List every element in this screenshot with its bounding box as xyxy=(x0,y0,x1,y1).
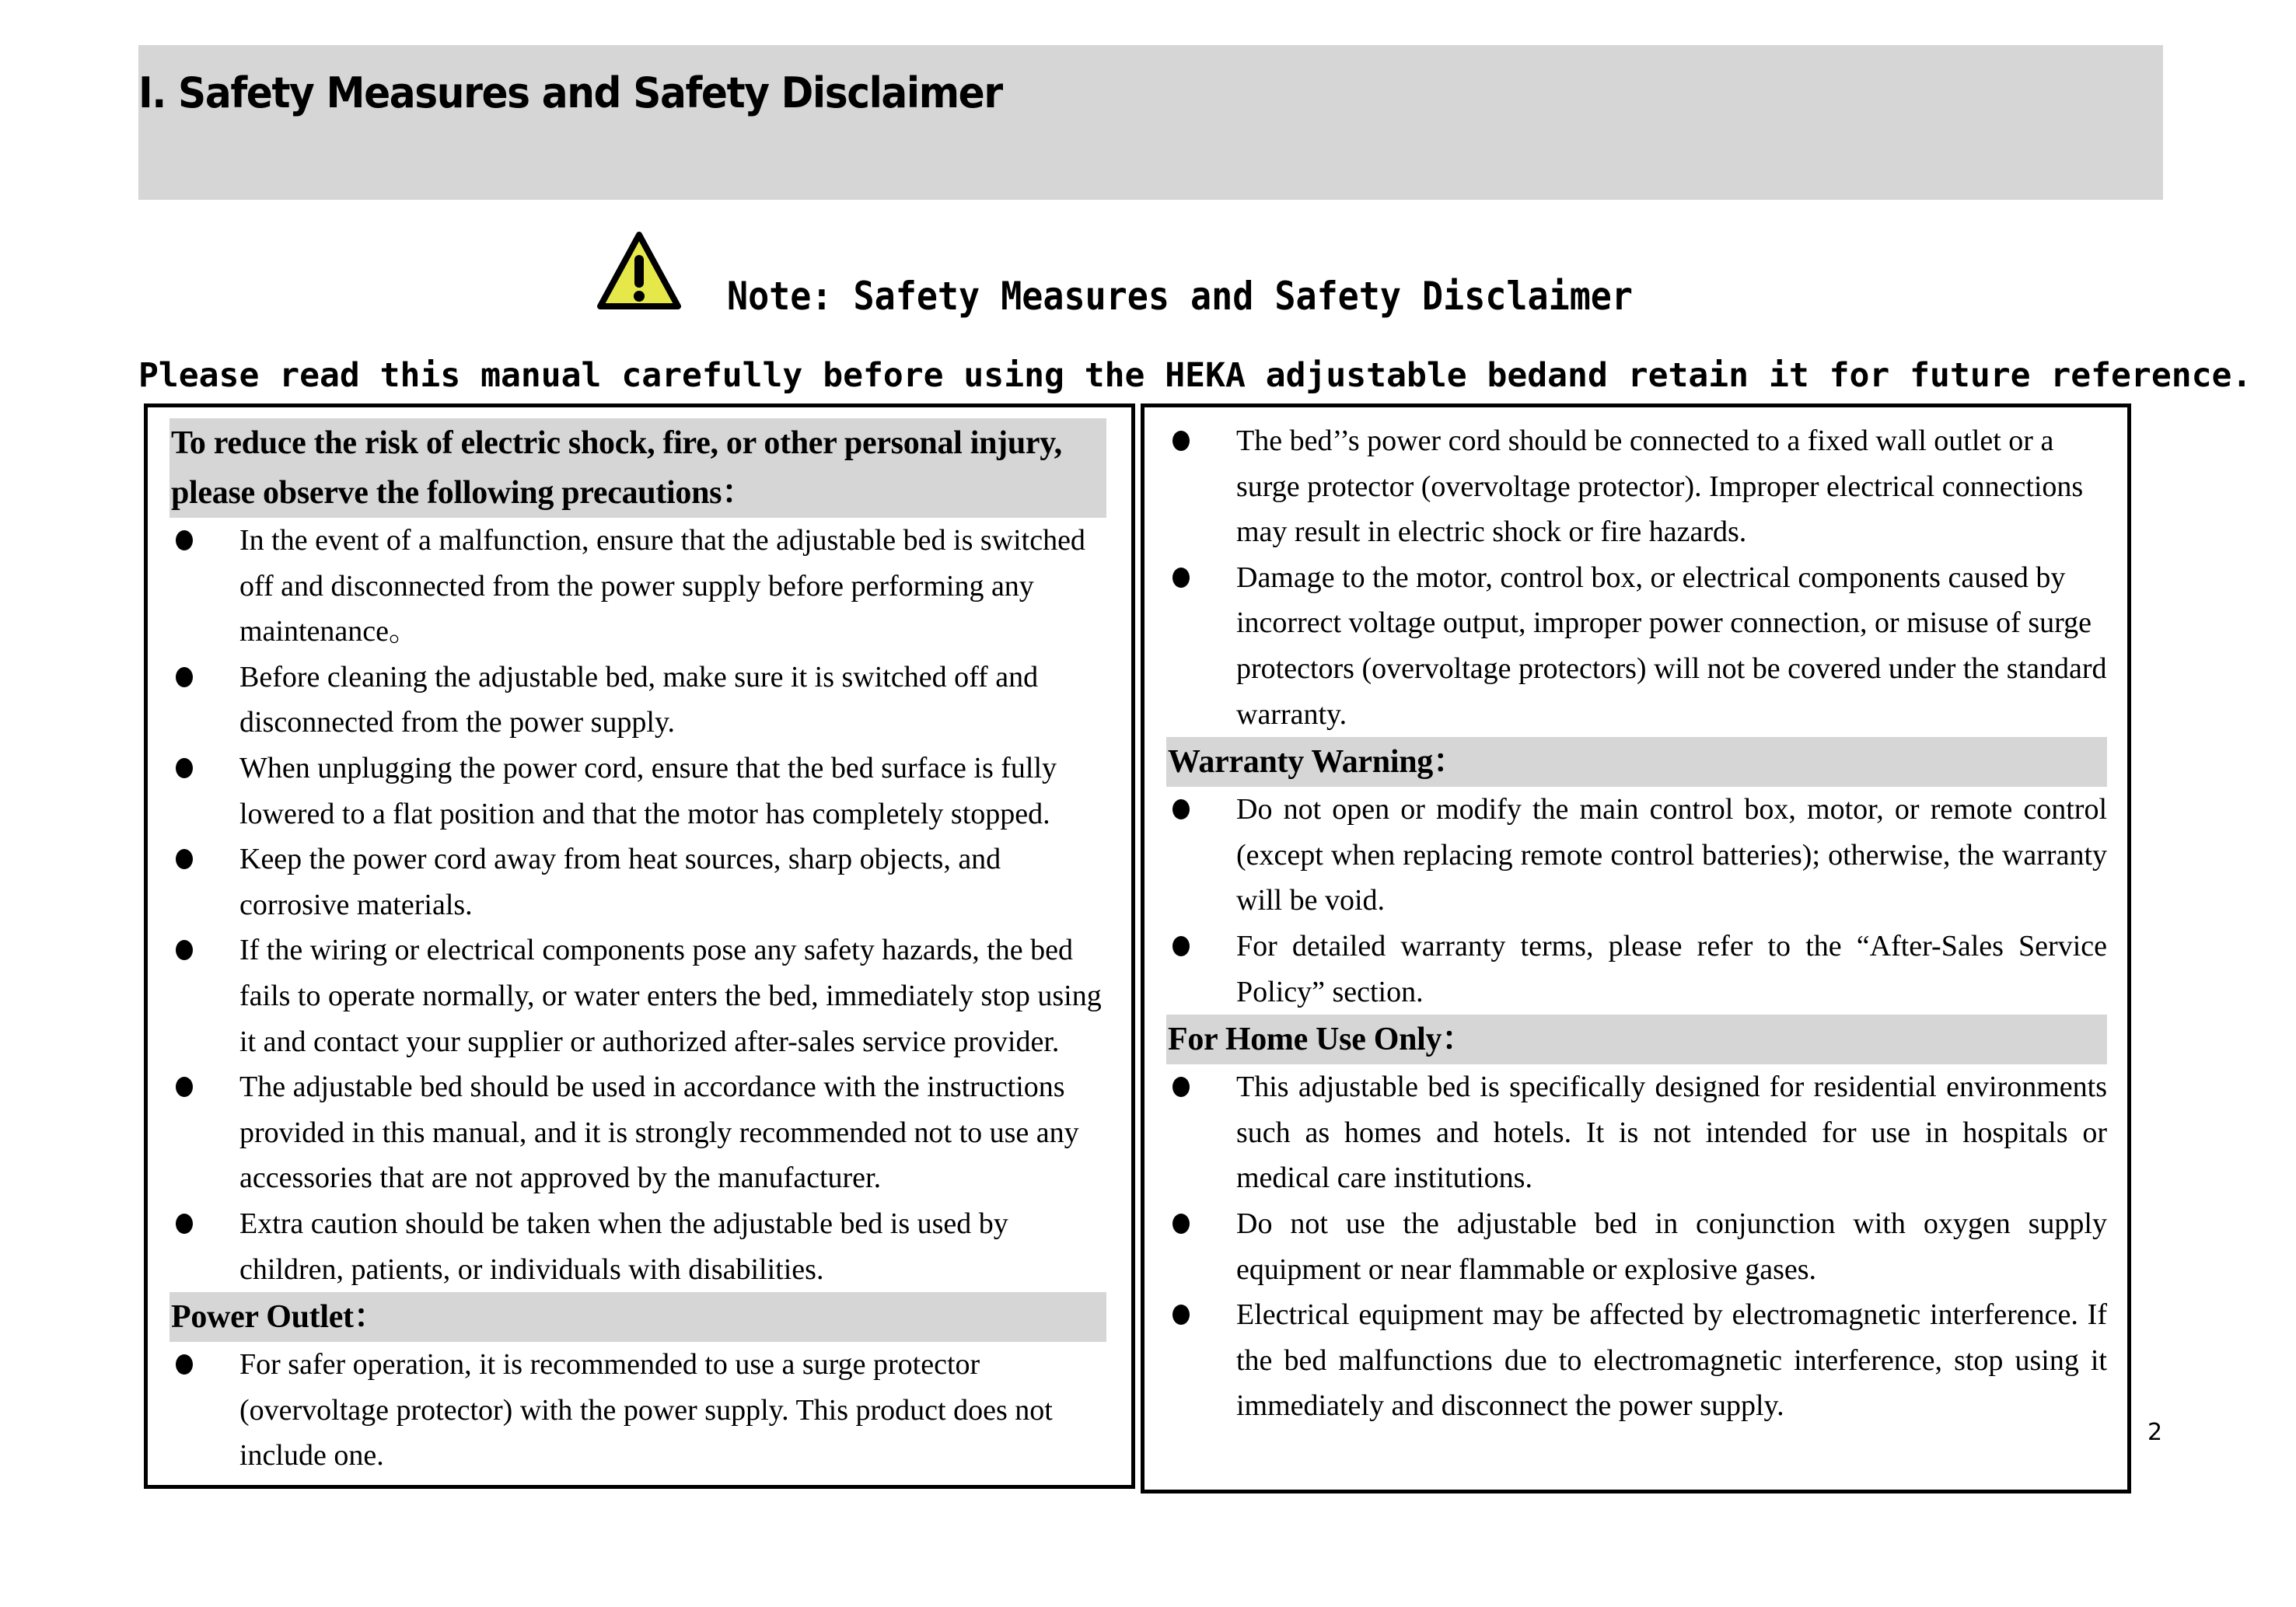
list-item: Do not use the adjustable bed in conjunction with oxygen supply equipment or near flammable or explosive gases. xyxy=(1166,1201,2107,1292)
list-item: If the wiring or electrical components pose any safety hazards, the bed fails to operate normally, or water enters the bed, immediately stop using it and contact your supplier or authorized after-sales service provider. xyxy=(169,928,1106,1064)
list-item: The adjustable bed should be used in accordance with the instructions provided in this manual, and it is strongly recommended not to use any accessories that are not approved by the manufacturer. xyxy=(169,1064,1106,1201)
home-use-list xyxy=(1166,1064,2107,1429)
warranty-warning-list xyxy=(1166,787,2107,1015)
warning-triangle-icon xyxy=(596,230,683,311)
right-panel xyxy=(1166,418,2107,1429)
bullet-icon xyxy=(176,1077,193,1097)
home-use-heading: For Home Use Only： xyxy=(1166,1015,2107,1064)
list-item: Damage to the motor, control box, or electrical components caused by incorrect voltage output, improper power connection, or misuse of surge protectors (overvoltage protectors) will not be covered under the standard warranty. xyxy=(1166,555,2107,737)
note-title: Note: Safety Measures and Safety Disclaimer xyxy=(727,274,1633,319)
page-number: 2 xyxy=(2147,1419,2163,1446)
list-item: When unplugging the power cord, ensure that the bed surface is fully lowered to a flat position and that the motor has completely stopped. xyxy=(169,746,1106,837)
list-item: Do not open or modify the main control box, motor, or remote control (except when replacing remote control batteries); otherwise, the warranty will be void. xyxy=(1166,787,2107,924)
bullet-icon xyxy=(176,940,193,960)
power-outlet-heading: Power Outlet： xyxy=(169,1292,1106,1342)
bullet-icon xyxy=(176,758,193,778)
bullet-icon xyxy=(1172,936,1190,956)
bullet-icon xyxy=(1172,799,1190,819)
bullet-icon xyxy=(176,667,193,687)
precautions-heading: To reduce the risk of electric shock, fire, or other personal injury, please observe the following precautions： xyxy=(169,418,1106,518)
list-item: Electrical equipment may be affected by electromagnetic interference. If the bed malfunctions due to electromagnetic interference, stop using it immediately and disconnect the power supply. xyxy=(1166,1292,2107,1429)
bullet-icon xyxy=(1172,431,1190,451)
read-manual-notice: Please read this manual carefully before using the HEKA adjustable bedand retain it for future reference. xyxy=(138,356,2252,395)
bullet-icon xyxy=(176,530,193,550)
list-item: Keep the power cord away from heat sources, sharp objects, and corrosive materials. xyxy=(169,837,1106,928)
list-item: For detailed warranty terms, please refer to the “After-Sales Service Policy” section. xyxy=(1166,924,2107,1015)
power-outlet-list xyxy=(169,1342,1106,1479)
bullet-icon xyxy=(176,1214,193,1234)
list-item: The bed’’s power cord should be connected to a fixed wall outlet or a surge protector (overvoltage protector). Improper electrical connections may result in electric shock or fire hazards. xyxy=(1166,418,2107,555)
list-item: Extra caution should be taken when the adjustable bed is used by children, patients, or individuals with disabilities. xyxy=(169,1201,1106,1292)
precautions-list xyxy=(169,518,1106,1292)
left-panel xyxy=(169,418,1106,1479)
warranty-warning-heading: Warranty Warning： xyxy=(1166,737,2107,787)
bullet-icon xyxy=(176,849,193,869)
bullet-icon xyxy=(1172,1305,1190,1325)
bullet-icon xyxy=(1172,568,1190,588)
list-item: This adjustable bed is specifically designed for residential environments such as homes and hotels. It is not intended for use in hospitals or medical care institutions. xyxy=(1166,1064,2107,1201)
bullet-icon xyxy=(1172,1077,1190,1097)
list-item: Before cleaning the adjustable bed, make sure it is switched off and disconnected from the power supply. xyxy=(169,655,1106,746)
bullet-icon xyxy=(176,1354,193,1375)
bullet-icon xyxy=(1172,1214,1190,1234)
list-item: For safer operation, it is recommended to use a surge protector (overvoltage protector) with the power supply. This product does not include one. xyxy=(169,1342,1106,1479)
list-item: In the event of a malfunction, ensure that the adjustable bed is switched off and disconnected from the power supply before performing any maintenance。 xyxy=(169,518,1106,655)
section-title: I. Safety Measures and Safety Disclaimer xyxy=(138,68,1002,117)
power-connection-list xyxy=(1166,418,2107,737)
